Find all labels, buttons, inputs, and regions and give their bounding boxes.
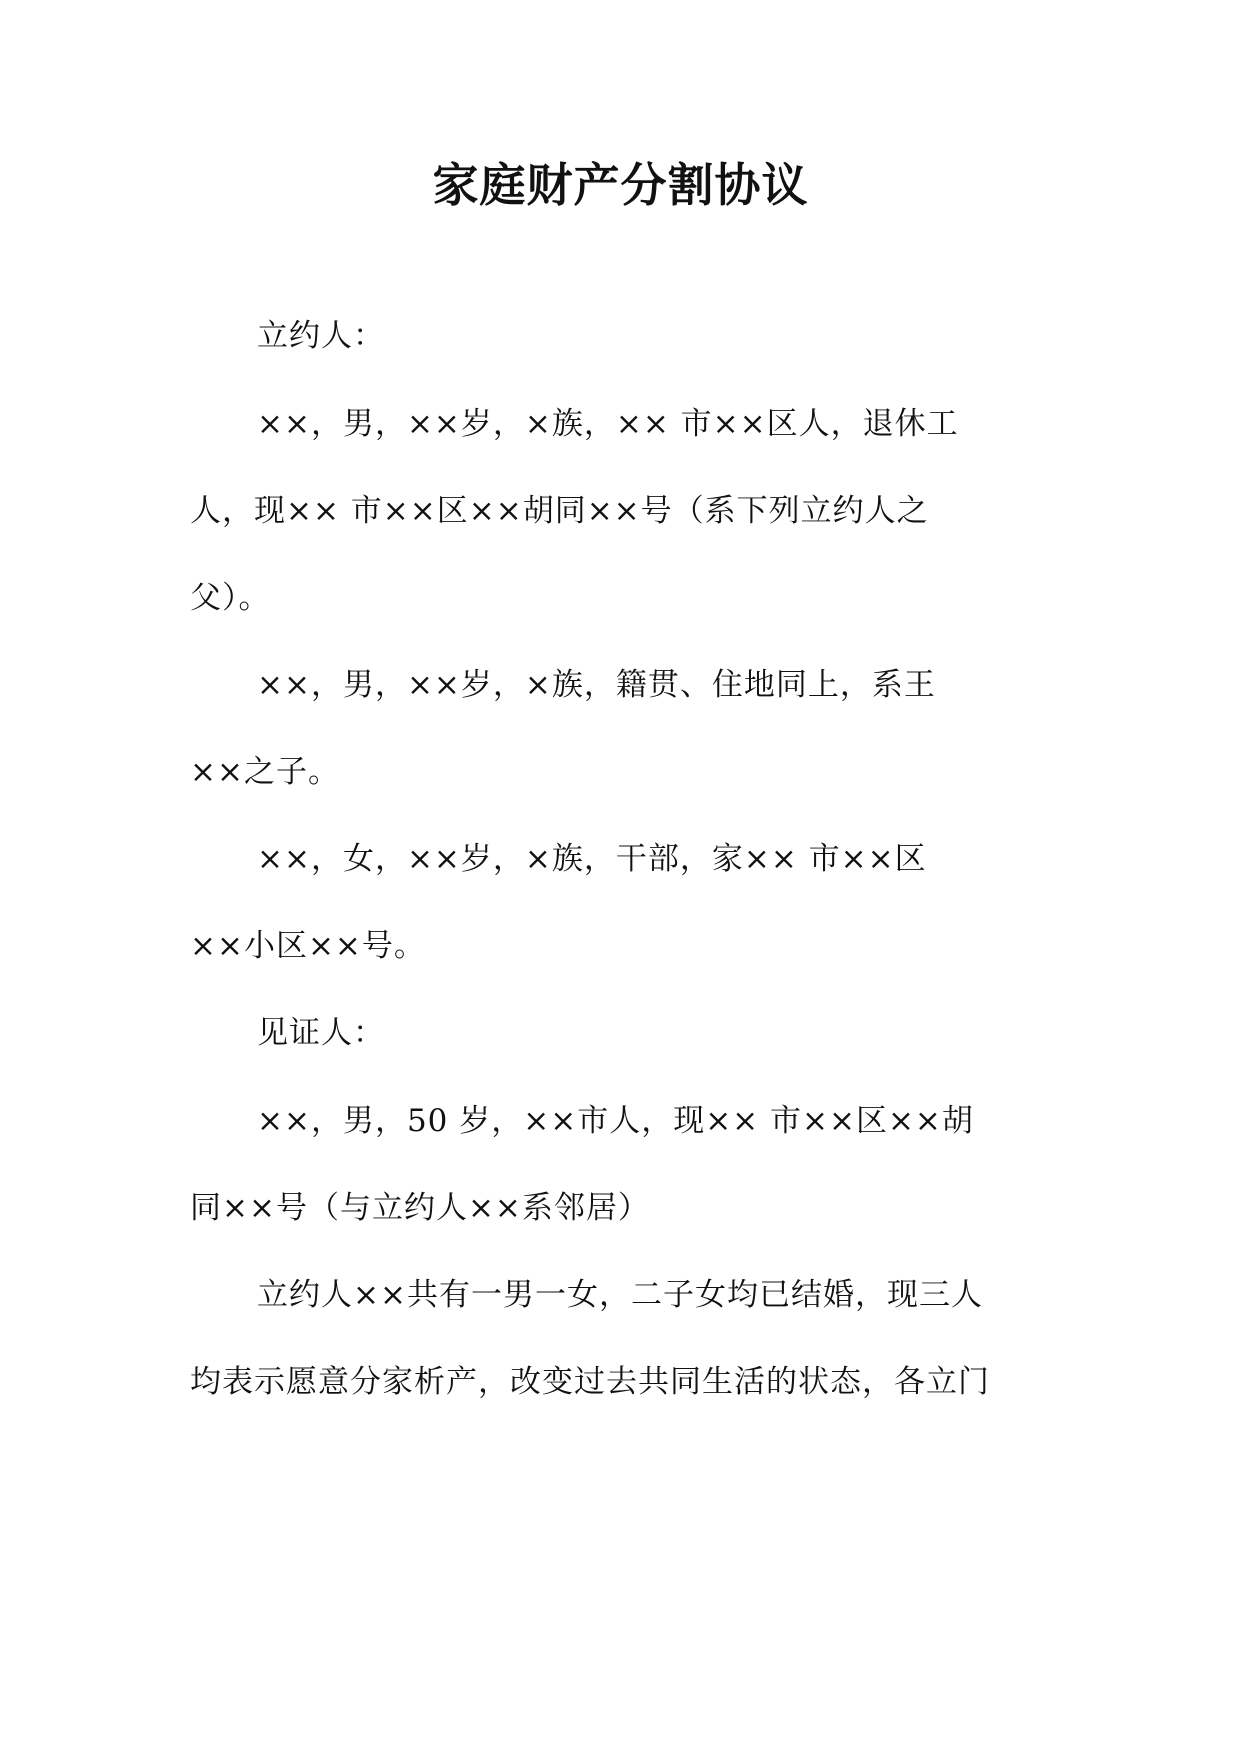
paragraph-line: ××之子。 bbox=[190, 754, 340, 790]
paragraph-line: 同××号（与立约人××系邻居） bbox=[190, 1190, 650, 1226]
paragraph-line: 人，现×× 市××区××胡同××号（系下列立约人之 bbox=[190, 493, 929, 529]
paragraph-line: 父）。 bbox=[190, 580, 271, 616]
paragraph-line: 立约人： bbox=[257, 318, 385, 354]
document-title: 家庭财产分割协议 bbox=[432, 158, 809, 212]
paragraph-line: 见证人： bbox=[257, 1015, 385, 1051]
paragraph-line: ××，男，××岁，×族，籍贯、住地同上，系王 bbox=[257, 667, 936, 703]
paragraph-line: ××小区××号。 bbox=[190, 928, 426, 964]
paragraph-line: 均表示愿意分家析产，改变过去共同生活的状态，各立门 bbox=[190, 1364, 990, 1400]
paragraph-line: 立约人××共有一男一女，二子女均已结婚，现三人 bbox=[257, 1277, 983, 1313]
paragraph-line: ××，女，××岁，×族，干部，家×× 市××区 bbox=[257, 841, 927, 877]
paragraph-line: ××，男，××岁，×族，×× 市××区人，退休工 bbox=[257, 406, 959, 442]
paragraph-line: ××，男，50 岁，××市人，现×× 市××区××胡 bbox=[257, 1103, 974, 1139]
